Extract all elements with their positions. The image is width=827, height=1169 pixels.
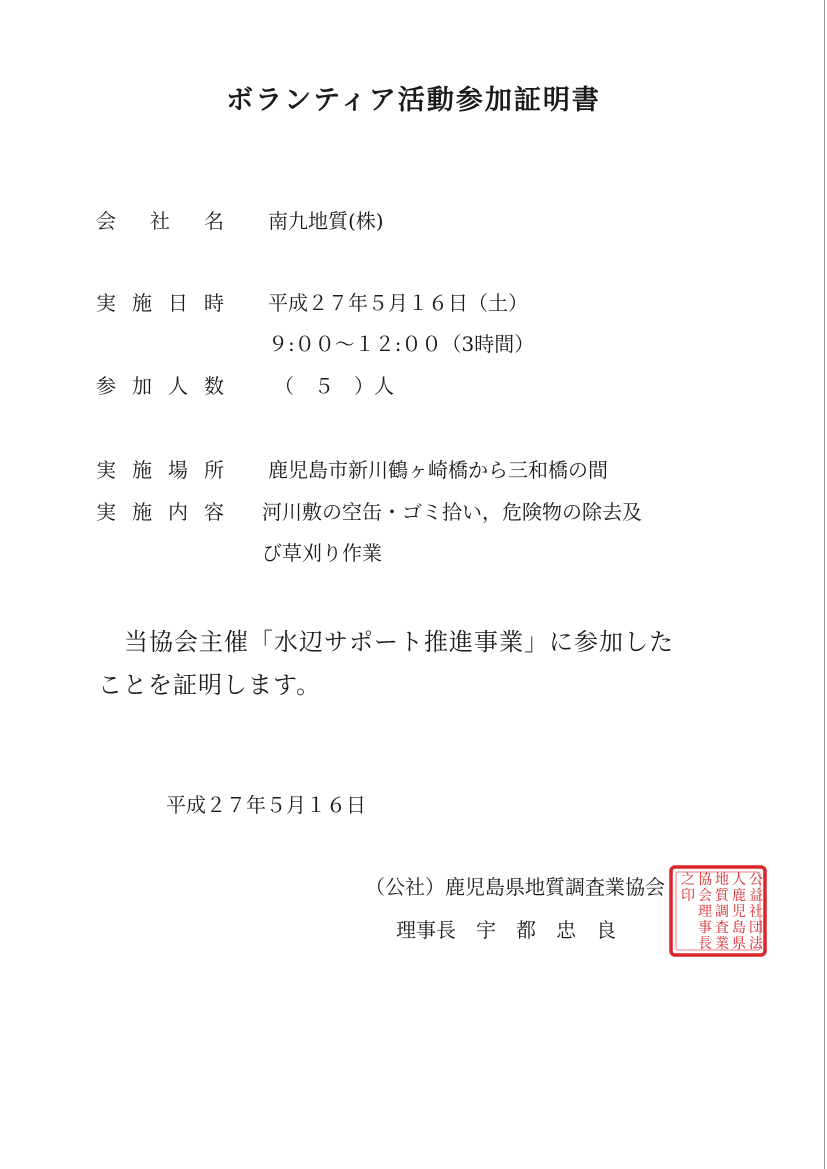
company-label-char-3: 名 [204,209,224,233]
company-label [96,205,224,234]
seal-glyph: 質 [715,888,729,904]
location-label-char-3: 場 [168,458,188,482]
participants-label-char-4: 数 [204,374,224,398]
content-value-line2: び草刈り作業 [262,541,382,565]
content-label [96,496,224,525]
statement-line2: ことを証明します。 [98,671,322,699]
seal-glyph: 児 [732,904,746,920]
location-label [96,454,224,483]
content-label-char-4: 容 [204,500,224,524]
seal-glyph: 鹿 [732,888,746,904]
company-label-char-2: 社 [150,209,170,233]
participants-value: （ ５ ）人 [274,374,394,398]
seal-glyph: 公 [749,872,763,888]
seal-glyph: 島 [732,920,746,936]
location-label-char-2: 施 [132,458,152,482]
seal-glyph: 社 [749,904,763,920]
location-label-char-1: 実 [96,458,116,482]
seal-glyph: 業 [715,936,729,952]
statement-line1: 当協会主催「水辺サポート推進事業」に参加した [124,628,674,656]
seal-glyph: 事 [698,920,712,936]
seal-glyph: 協 [698,872,712,888]
seal-glyphs [681,871,764,952]
datetime-label-char-1: 実 [96,291,116,315]
content-value-line1: 河川敷の空缶・ゴミ拾い，危険物の除去及 [262,500,642,524]
seal-glyph: 査 [715,920,729,936]
company-label-char-1: 会 [96,209,116,233]
participants-label-char-2: 加 [132,374,152,398]
participants-label-char-3: 人 [168,374,188,398]
seal-glyph: 之 [681,872,695,888]
page-edge-line [824,0,825,1169]
participants-label-char-1: 参 [96,374,116,398]
issuer-organization: （公社）鹿児島県地質調査業協会 [365,875,665,899]
document-title: ボランティア活動参加証明書 [226,85,601,116]
company-value: 南九地質(株) [268,209,384,233]
seal-glyph: 法 [749,936,763,952]
location-label-char-4: 所 [204,458,224,482]
seal-glyph: 会 [698,888,712,904]
date-value: 平成２７年５月１６日（土） [268,291,528,315]
official-seal-stamp [668,864,768,958]
seal-glyph: 県 [732,936,746,952]
seal-glyph: 団 [749,920,763,936]
content-label-char-3: 内 [168,500,188,524]
seal-glyph: 益 [749,888,763,904]
datetime-label-char-4: 時 [204,291,224,315]
content-label-char-1: 実 [96,500,116,524]
time-value: ９:００～１２:００（3時間） [268,332,535,356]
datetime-label-char-2: 施 [132,291,152,315]
datetime-label-char-3: 日 [168,291,188,315]
seal-glyph: 人 [732,872,746,888]
seal-glyph: 地 [715,872,729,888]
seal-glyph: 印 [681,888,695,904]
seal-glyph: 理 [698,904,712,920]
content-label-char-2: 施 [132,500,152,524]
location-value: 鹿児島市新川鶴ヶ崎橋から三和橋の間 [268,458,608,482]
seal-glyph: 調 [715,904,729,920]
issue-date: 平成２７年５月１６日 [166,793,366,817]
participants-label [96,370,224,399]
issuer-representative: 理事長 宇 都 忠 良 [396,918,616,942]
seal-glyph: 長 [698,936,712,952]
datetime-label [96,287,224,316]
